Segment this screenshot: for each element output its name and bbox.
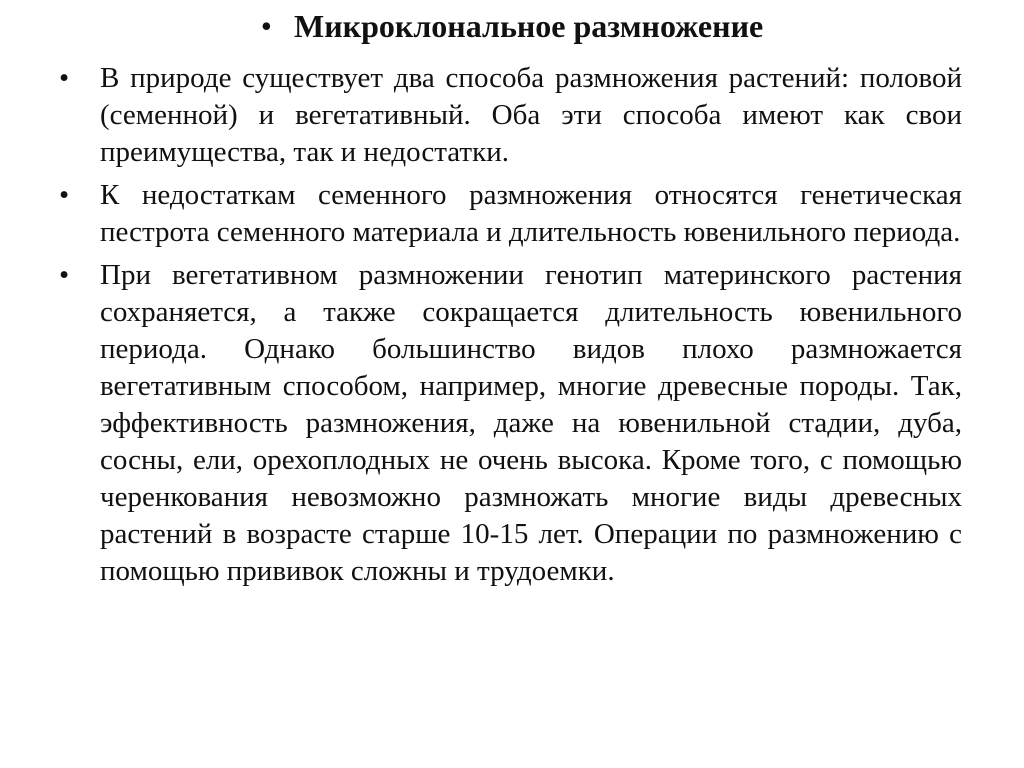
bullet-item-2 — [59, 177, 962, 251]
paragraph-text: В природе существует два способа размножения растений: половой (семенной) и вегетативный. Оба эти способа имеют как свои преимущества, так и недостатки. — [100, 62, 962, 168]
bullet-icon: • — [260, 8, 272, 44]
paragraph-text: К недостаткам семенного размножения относятся генетическая пестрота семенного материала и длительность ювенильного периода. — [100, 179, 962, 248]
bullet-icon: • — [59, 62, 70, 94]
bullet-icon: • — [59, 259, 70, 291]
slide-title: Микроклональное размножение — [294, 8, 764, 44]
bullet-icon: • — [59, 179, 70, 211]
paragraph-text: При вегетативном размножении генотип материнского растения сохраняется, а также сокращается длительность ювенильного периода. Однако большинство видов плохо размножается вегетативным способом, например, многие древесные породы. Так, эффективность размножения, даже на ювенильной стадии, дуба, сосны, ели, орехоплодных не очень высока. Кроме того, с помощью черенкования невозможно размножать многие виды древесных растений в возрасте старше 10-15 лет. Операции по размножению с помощью прививок сложны и трудоемки. — [100, 259, 962, 587]
bullet-item-3 — [59, 257, 962, 590]
bullet-item-1 — [59, 60, 962, 171]
title-row — [0, 6, 1024, 46]
bullet-list — [59, 60, 962, 596]
